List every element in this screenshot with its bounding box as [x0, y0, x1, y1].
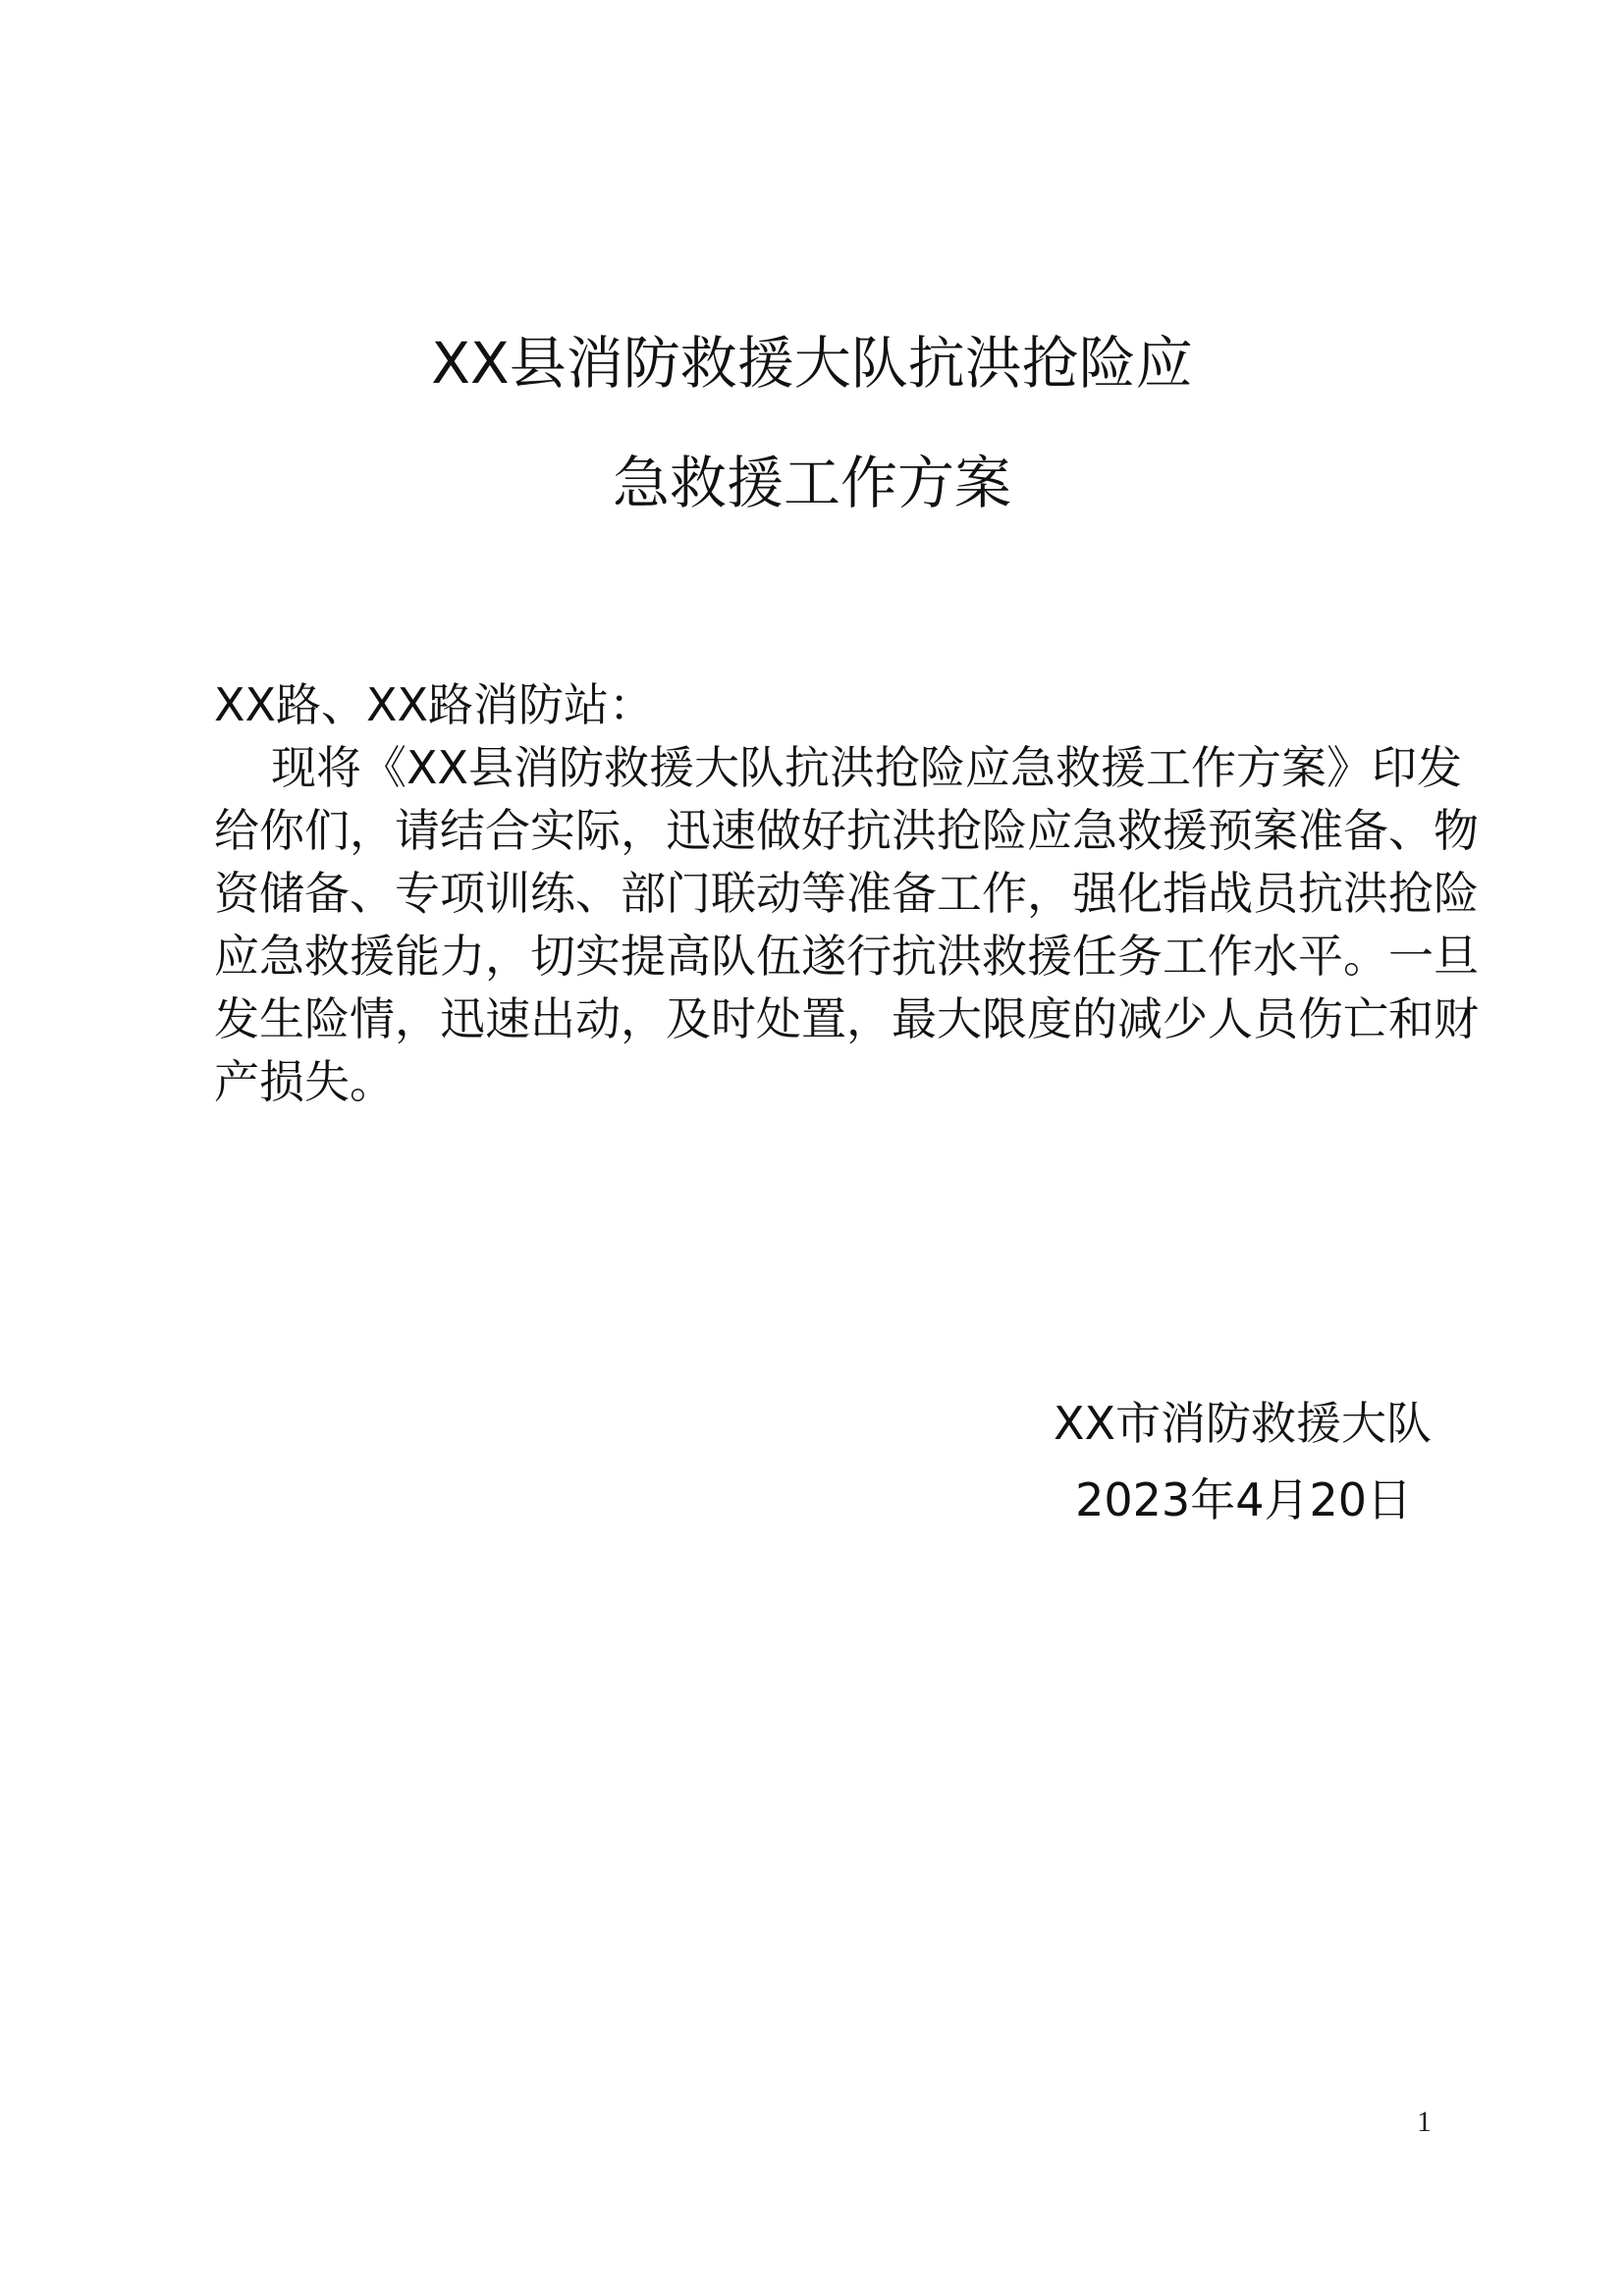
paragraph-line: 应急救援能力，切实提高队伍遂行抗洪救援任务工作水平。一旦 [214, 930, 1479, 983]
paragraph-line: 资储备、专项训练、部门联动等准备工作，强化指战员抗洪抢险 [214, 867, 1479, 920]
body-paragraph [214, 736, 1479, 1113]
paragraph-line: 现将《XX县消防救援大队抗洪抢险应急救援工作方案》印发 [271, 741, 1463, 794]
salutation: XX路、XX路消防站： [214, 678, 655, 731]
paragraph-line: 给你们，请结合实际，迅速做好抗洪抢险应急救援预案准备、物 [214, 804, 1479, 857]
document-title-line-2: 急救援工作方案 [612, 450, 1011, 516]
signature-date: 2023年4月20日 [1075, 1473, 1412, 1526]
paragraph-line: 发生险情，迅速出动，及时处置，最大限度的减少人员伤亡和财 [214, 992, 1479, 1045]
paragraph-line: 产损失。 [214, 1055, 395, 1108]
page-number: 1 [1417, 2106, 1432, 2138]
document-title-line-1: XX县消防救援大队抗洪抢险应 [431, 330, 1193, 397]
signature-organization: XX市消防救援大队 [1053, 1397, 1432, 1450]
